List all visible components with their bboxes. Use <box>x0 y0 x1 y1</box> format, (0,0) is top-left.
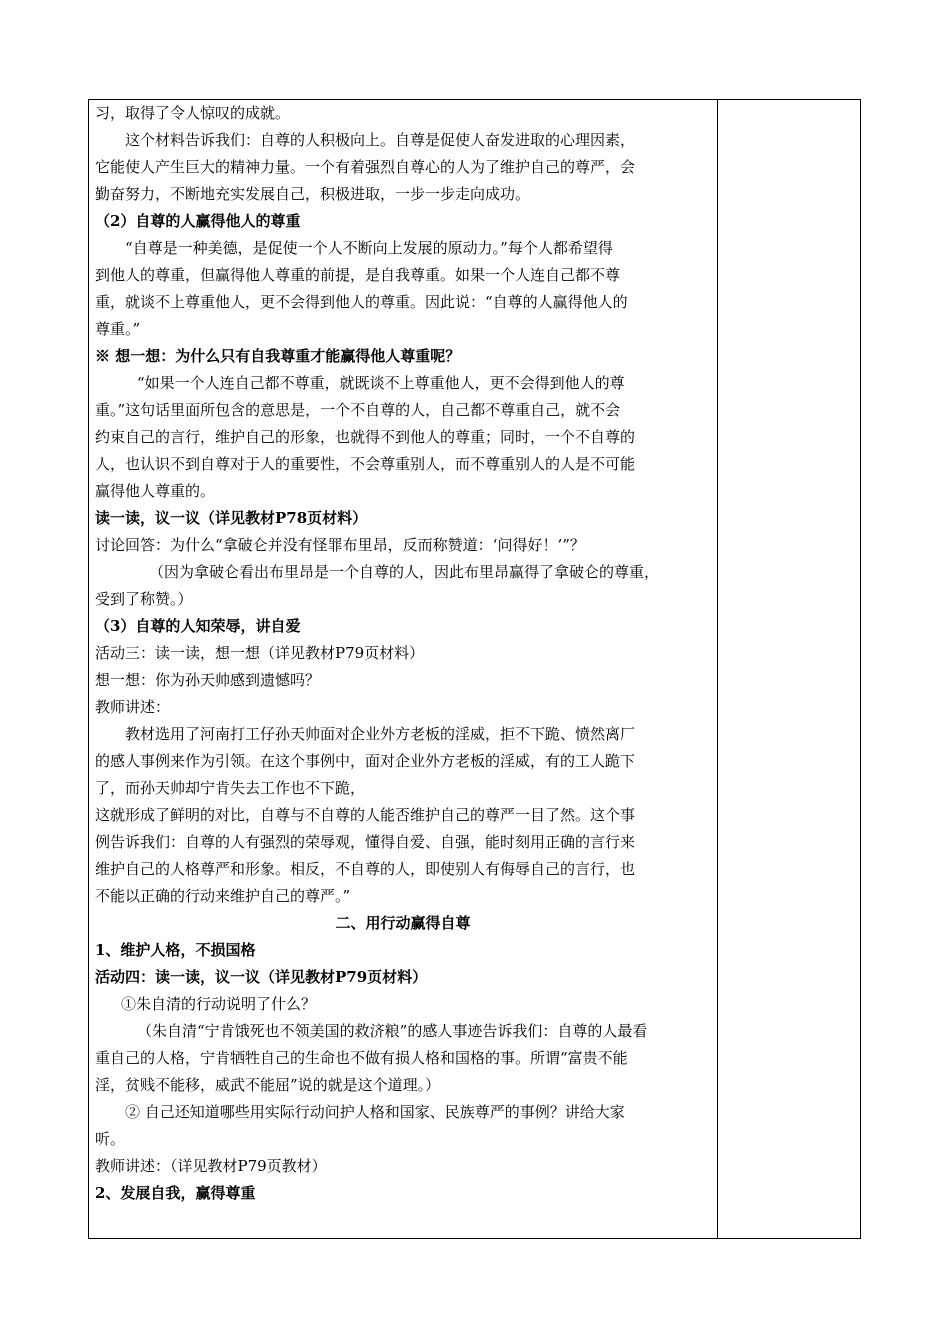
activity-heading-bold: 活动四：读一读，议一议（详见教材P79页材料） <box>95 968 428 986</box>
text-line: 约束自己的言行，维护自己的形象，也就得不到他人的尊重；同时，一个不自尊的 <box>95 428 636 446</box>
section-heading: 1、维护人格，不损国格 <box>95 941 256 959</box>
text-line: 重。”这句话里面所包含的意思是，一个不自尊的人，自己都不尊重自己，就不会 <box>95 401 621 419</box>
text-line: 受到了称赞。） <box>95 590 193 608</box>
text-line: “自尊是一种美德，是促使一个人不断向上发展的原动力。”每个人都希望得 <box>125 239 613 257</box>
chapter-heading: 二、用行动赢得自尊 <box>335 914 471 932</box>
text-line: 了，而孙天帅却宁肯失去工作也不下跪， <box>95 779 366 797</box>
text-line: 想一想：你为孙天帅感到遗憾吗？ <box>95 671 321 689</box>
text-line: 的感人事例来作为引领。在这个事例中，面对企业外方老板的淫威，有的工人跪下 <box>95 752 636 770</box>
text-line: 习，取得了令人惊叹的成就。 <box>95 104 291 122</box>
text-line: 到他人的尊重，但赢得他人尊重的前提，是自我尊重。如果一个人连自己都不尊 <box>95 266 621 284</box>
text-line: （因为拿破仑看出布里昂是一个自尊的人，因此布里昂赢得了拿破仑的尊重， <box>149 563 660 581</box>
activity-heading <box>95 964 711 991</box>
document-table <box>88 99 861 1239</box>
text-line: 淫，贫贱不能移，威武不能屈”说的就是这个道理。） <box>95 1076 441 1094</box>
text-line: ② 自己还知道哪些用实际行动问护人格和国家、民族尊严的事例？讲给大家 <box>125 1103 625 1121</box>
section-heading: （3）自尊的人知荣辱，讲自爱 <box>95 617 301 635</box>
text-line: “如果一个人连自己都不尊重，就既谈不上尊重他人，更不会得到他人的尊 <box>137 374 625 392</box>
section-heading: 2、发展自我，赢得尊重 <box>95 1184 256 1202</box>
text-line: 听。 <box>95 1130 126 1148</box>
text-line: 教材选用了河南打工仔孙天帅面对企业外方老板的淫威，拒不下跪、愤然离厂 <box>125 725 636 743</box>
question-heading: ※ 想一想：为什么只有自我尊重才能赢得他人尊重呢？ <box>95 347 461 365</box>
main-content-cell <box>95 100 711 1207</box>
activity-heading-bold: 读一读，议一议（详见教材P78页材料） <box>95 509 368 527</box>
text-line: 教师讲述： <box>95 698 171 716</box>
text-line: 尊重。” <box>95 320 141 338</box>
discussion-question: 讨论回答：为什么“拿破仑并没有怪罪布里昂，反而称赞道：‘问得好！’”？ <box>95 536 585 554</box>
text-line: 教师讲述：（详见教材P79页教材） <box>95 1157 327 1175</box>
text-line: 活动三：读一读，想一想（详见教材P79页材料） <box>95 644 425 662</box>
text-line: 例告诉我们：自尊的人有强烈的荣辱观，懂得自爱、自强，能时刻用正确的言行来 <box>95 833 636 851</box>
activity-heading <box>95 505 711 532</box>
text-line: 人，也认识不到自尊对于人的重要性，不会尊重别人，而不尊重别人的人是不可能 <box>95 455 636 473</box>
text-line: 这个材料告诉我们：自尊的人积极向上。自尊是促使人奋发进取的心理因素， <box>125 131 636 149</box>
text-line: 这就形成了鲜明的对比，自尊与不自尊的人能否维护自己的尊严一目了然。这个事 <box>95 806 636 824</box>
text-line: 重自己的人格，宁肯牺牲自己的生命也不做有损人格和国格的事。所谓“富贵不能 <box>95 1049 628 1067</box>
text-line: 它能使人产生巨大的精神力量。一个有着强烈自尊心的人为了维护自己的尊严，会 <box>95 158 636 176</box>
section-heading: （2）自尊的人赢得他人的尊重 <box>95 212 301 230</box>
side-notes-cell <box>718 100 860 1238</box>
text-line: 维护自己的人格尊严和形象。相反，不自尊的人，即使别人有侮辱自己的言行，也 <box>95 860 636 878</box>
text-line: 勤奋努力，不断地充实发展自己，积极进取，一步一步走向成功。 <box>95 185 531 203</box>
text-line: 赢得他人尊重的。 <box>95 482 216 500</box>
text-line: 重，就谈不上尊重他人，更不会得到他人的尊重。因此说：“自尊的人赢得他人的 <box>95 293 628 311</box>
text-line: ①朱自清的行动说明了什么？ <box>121 995 317 1013</box>
text-line: 不能以正确的行动来维护自己的尊严。” <box>95 887 351 905</box>
text-line: （朱自清“宁肯饿死也不领美国的救济粮”的感人事迹告诉我们：自尊的人最看 <box>137 1022 648 1040</box>
